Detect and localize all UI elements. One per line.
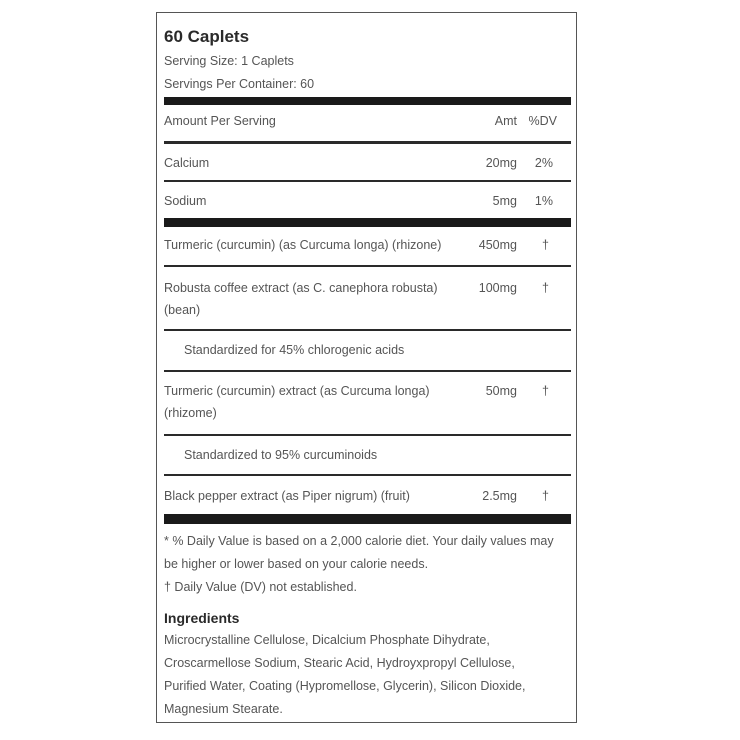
footnote-dagger-line: † Daily Value (DV) not established. <box>164 580 357 594</box>
ingredient-amount: 2.5mg <box>482 489 517 503</box>
standardization-note: Standardized to 95% curcuminoids <box>184 448 378 462</box>
ingredient-name <box>164 277 464 321</box>
thick-divider <box>164 514 571 524</box>
supplement-facts-panel <box>156 12 577 723</box>
ingredient-row-turmeric <box>164 227 571 265</box>
footnote-line: be higher or lower based on your calorie needs. <box>164 557 429 571</box>
dagger-mark: † <box>542 238 549 252</box>
ingredient-name-line1: Robusta coffee extract (as C. canephora robusta) <box>164 281 438 295</box>
serving-size: Serving Size: 1 Caplets <box>164 54 294 68</box>
nutrient-name: Sodium <box>164 194 207 208</box>
ingredients-line: Magnesium Stearate. <box>164 702 283 716</box>
ingredients-line: Microcrystalline Cellulose, Dicalcium Phosphate Dihydrate, <box>164 633 490 647</box>
dagger-mark: † <box>542 281 549 295</box>
standardization-note-row <box>164 436 571 474</box>
ingredients-heading: Ingredients <box>164 610 240 626</box>
ingredient-amount: 450mg <box>478 238 517 252</box>
thick-divider <box>164 218 571 227</box>
amt-column-header: Amt <box>494 114 517 128</box>
ingredient-amount: 100mg <box>478 281 517 295</box>
nutrient-amount: 20mg <box>485 156 517 170</box>
ingredient-name: Turmeric (curcumin) (as Curcuma longa) (rhizone) <box>164 238 442 252</box>
ingredients-list <box>164 629 571 721</box>
footnote-line: * % Daily Value is based on a 2,000 calorie diet. Your daily values may <box>164 534 554 548</box>
standardization-note-row <box>164 331 571 370</box>
supplement-facts-content <box>164 13 571 721</box>
nutrient-dv: 1% <box>534 194 553 208</box>
nutrient-row-calcium <box>164 144 571 180</box>
ingredients-line: Purified Water, Coating (Hypromellose, Glycerin), Silicon Dioxide, <box>164 679 526 693</box>
product-count-title: 60 Caplets <box>164 27 250 46</box>
dagger-mark: † <box>542 489 549 503</box>
ingredient-name-line1: Turmeric (curcumin) extract (as Curcuma longa) <box>164 384 430 398</box>
daily-value-footnote <box>164 530 571 599</box>
nutrient-amount: 5mg <box>492 194 517 208</box>
ingredient-name-line2: (rhizome) <box>164 406 217 420</box>
ingredient-name-line2: (bean) <box>164 303 201 317</box>
amount-per-serving-label: Amount Per Serving <box>164 114 276 128</box>
nutrient-row-sodium <box>164 182 571 218</box>
nutrient-dv: 2% <box>534 156 553 170</box>
ingredient-amount: 50mg <box>485 384 517 398</box>
ingredients-line: Croscarmellose Sodium, Stearic Acid, Hydroyxpropyl Cellulose, <box>164 656 515 670</box>
ingredient-row-black-pepper <box>164 476 571 514</box>
thick-divider <box>164 97 571 105</box>
ingredient-name <box>164 380 464 424</box>
nutrient-name: Calcium <box>164 156 210 170</box>
servings-per-container: Servings Per Container: 60 <box>164 77 315 91</box>
ingredient-row-robusta-coffee <box>164 267 571 329</box>
ingredient-name: Black pepper extract (as Piper nigrum) (fruit) <box>164 489 410 503</box>
dagger-mark: † <box>542 384 549 398</box>
dv-column-header: %DV <box>528 114 557 128</box>
ingredient-row-turmeric-extract <box>164 372 571 434</box>
table-header-row <box>164 105 571 141</box>
standardization-note: Standardized for 45% chlorogenic acids <box>184 343 405 357</box>
